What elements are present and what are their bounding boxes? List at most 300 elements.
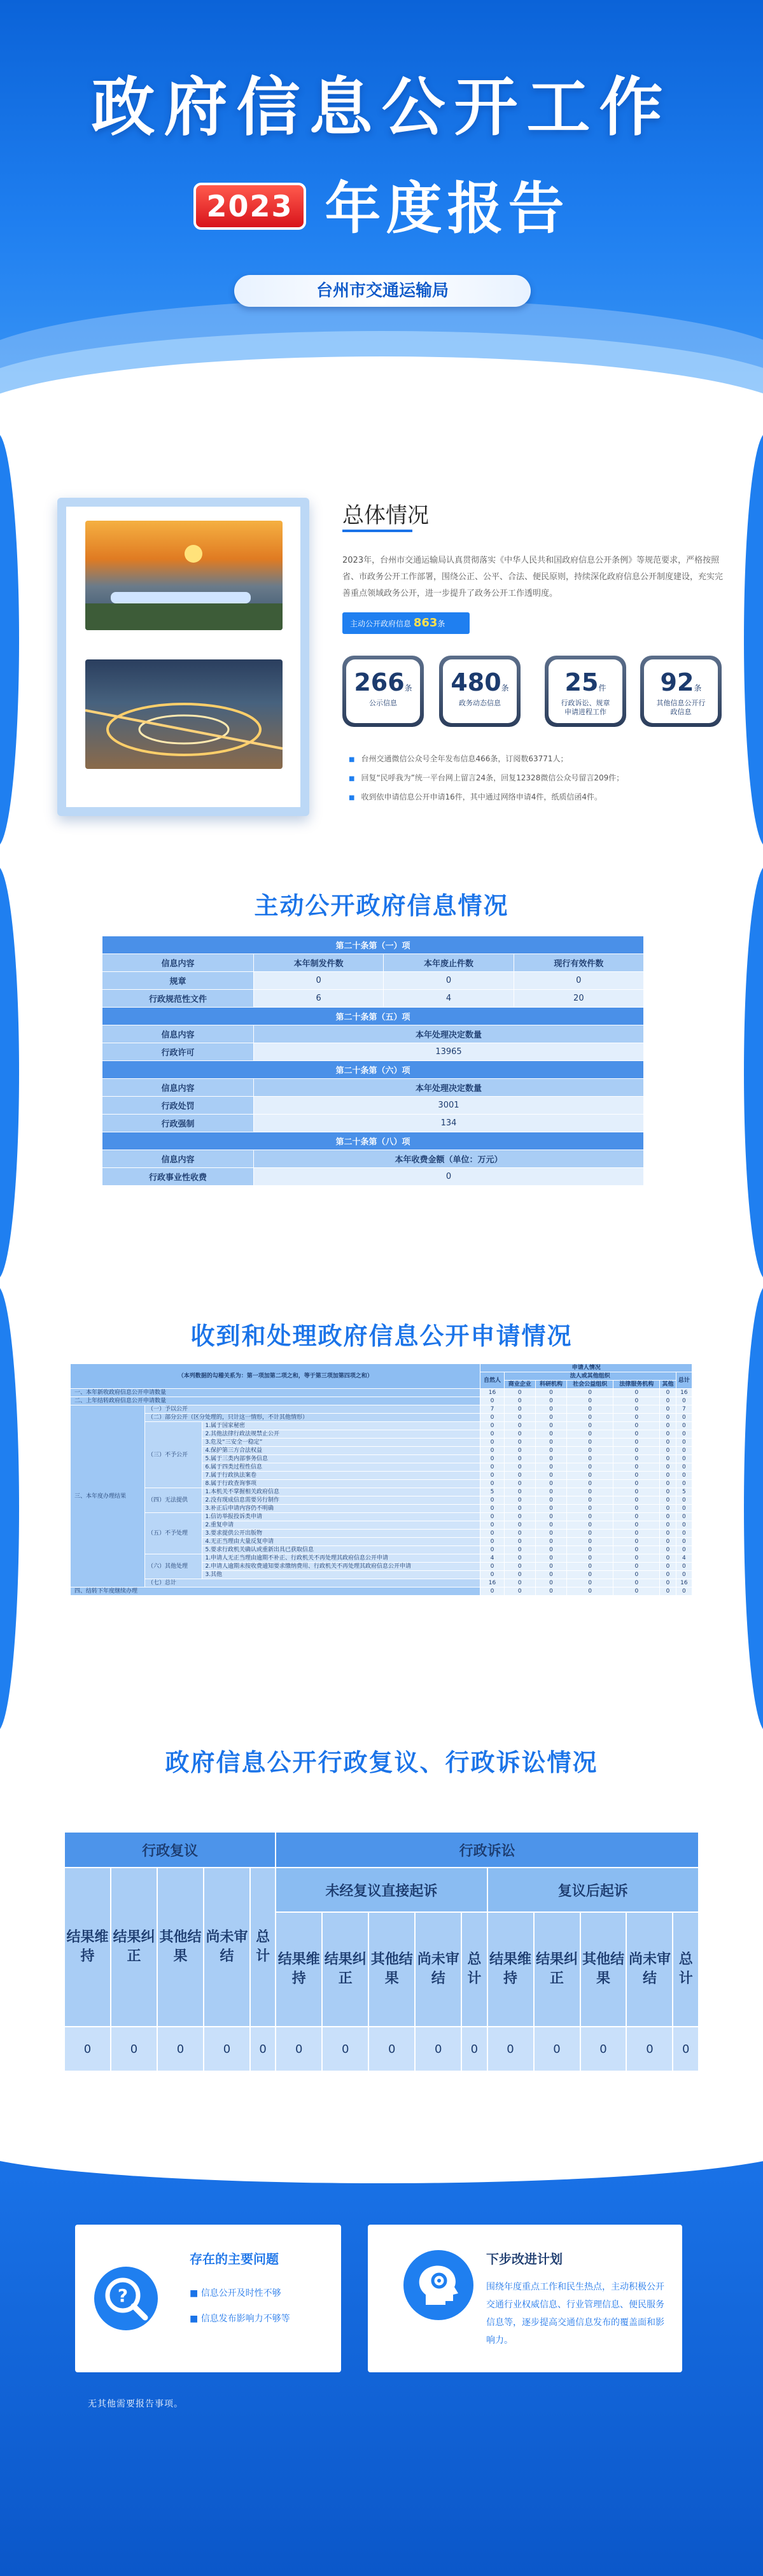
table-cell: 0 — [535, 1397, 566, 1405]
stat-unit: 条 — [404, 684, 412, 693]
table-cell: 16 — [480, 1579, 504, 1587]
table-cell: 0 — [567, 1472, 613, 1480]
review-header: 行政复议 — [64, 1832, 276, 1868]
table-row — [71, 1414, 692, 1422]
row-label: 行政强制 — [102, 1115, 254, 1132]
table-cell: 0 — [660, 1389, 676, 1397]
column-header: 自然人 — [480, 1372, 504, 1389]
table-cell: 0 — [157, 2027, 204, 2071]
column-header: 信息内容 — [102, 1150, 254, 1168]
problems-title: 存在的主要问题 — [190, 2251, 279, 2267]
table-cell: 0 — [480, 1439, 504, 1447]
table-cell: 0 — [613, 1488, 660, 1496]
table-cell: 13965 — [253, 1043, 643, 1061]
side-wave-left — [0, 433, 19, 847]
table-cell: 0 — [535, 1554, 566, 1563]
table-cell: 0 — [480, 1538, 504, 1546]
table-cell: 0 — [504, 1439, 535, 1447]
table-cell: 0 — [567, 1496, 613, 1505]
row-label: 二、上年结转政府信息公开申请数量 — [71, 1397, 480, 1405]
group-label: 三、本年度办理结果 — [71, 1405, 145, 1587]
table-cell: 0 — [660, 1405, 676, 1414]
stat-card — [342, 656, 424, 727]
row-label: 行政事业性收费 — [102, 1168, 254, 1186]
row-label: 3.危及“三安全一稳定” — [202, 1439, 480, 1447]
table-cell: 0 — [613, 1397, 660, 1405]
table-row — [71, 1405, 692, 1414]
table-cell: 0 — [613, 1389, 660, 1397]
row-label: （二）部分公开（区分处理的，只计这一情形，不计其他情形） — [145, 1414, 480, 1422]
table-row — [71, 1513, 692, 1521]
table-cell: 0 — [535, 1439, 566, 1447]
table-cell: 0 — [535, 1422, 566, 1430]
table-cell: 0 — [567, 1488, 613, 1496]
table-cell: 0 — [613, 1538, 660, 1546]
column-header: 结果纠正 — [322, 1912, 368, 2027]
table-cell: 0 — [204, 2027, 250, 2071]
table-cell: 0 — [676, 1455, 692, 1463]
table-cell: 0 — [613, 1579, 660, 1587]
table-cell: 0 — [660, 1463, 676, 1472]
stat-number: 480 — [451, 668, 501, 696]
table-cell: 0 — [676, 1447, 692, 1455]
column-header: 本年处理决定数量 — [253, 1025, 643, 1043]
table-cell: 0 — [660, 1587, 676, 1596]
table-cell: 0 — [535, 1463, 566, 1472]
row-label: 1.信访举报投诉类申请 — [202, 1513, 480, 1521]
table-cell: 20 — [514, 990, 643, 1008]
table-cell: 0 — [567, 1463, 613, 1472]
table-cell: 16 — [676, 1389, 692, 1397]
table-cell: 0 — [676, 1571, 692, 1579]
proactive-disclosure-table — [102, 936, 644, 1186]
table-cell: 0 — [660, 1430, 676, 1439]
table-cell: 0 — [504, 1538, 535, 1546]
table-cell: 0 — [480, 1505, 504, 1513]
table-block-head: 第二十条第（五）项 — [102, 1008, 644, 1025]
table-row — [71, 1587, 692, 1596]
table-cell: 0 — [514, 972, 643, 990]
table-cell: 0 — [567, 1480, 613, 1488]
section-title: 政府信息公开行政复议、行政诉讼情况 — [165, 1749, 598, 1777]
table-cell: 0 — [535, 1389, 566, 1397]
side-wave-left — [0, 1286, 19, 1731]
table-cell: 0 — [580, 2027, 627, 2071]
table-cell: 0 — [660, 1579, 676, 1587]
table-cell: 0 — [535, 1496, 566, 1505]
table-cell: 0 — [504, 1546, 535, 1554]
table-cell: 0 — [504, 1587, 535, 1596]
table-cell: 0 — [613, 1439, 660, 1447]
table-cell: 0 — [504, 1414, 535, 1422]
table-cell: 0 — [613, 1521, 660, 1530]
table-cell: 0 — [480, 1513, 504, 1521]
problem-text: 信息发布影响力不够等 — [200, 2314, 290, 2324]
table-cell: 0 — [480, 1546, 504, 1554]
plan-text: 围绕年度重点工作和民生热点，主动积极公开交通行业权威信息、行业管理信息、便民服务信息等，逐步提高交通信息发布的覆盖面和影响力。 — [486, 2282, 664, 2346]
after-review-header: 复议后起诉 — [487, 1868, 699, 1912]
table-cell: 0 — [535, 1447, 566, 1455]
table-cell: 0 — [676, 1538, 692, 1546]
row-label: 3.要求提供公开出版物 — [202, 1530, 480, 1538]
table-cell: 0 — [504, 1430, 535, 1439]
table-cell: 0 — [613, 1405, 660, 1414]
table-cell: 0 — [567, 1455, 613, 1463]
bullet-item: ■ 收到依申请信息公开申请16件，其中通过网络申请4件，纸质信函4件。 — [349, 788, 731, 807]
group-label: （四）无法提供 — [145, 1488, 202, 1513]
table-cell: 0 — [504, 1455, 535, 1463]
hero-banner — [0, 0, 763, 407]
table-cell: 0 — [535, 1505, 566, 1513]
column-header: 尚未审结 — [204, 1868, 250, 2027]
total-unit: 条 — [437, 619, 445, 628]
table-cell: 0 — [534, 2027, 580, 2071]
table-cell: 0 — [535, 1563, 566, 1571]
table-cell: 0 — [480, 1422, 504, 1430]
table-cell: 0 — [613, 1563, 660, 1571]
table-corner-note: （本列数据的勾稽关系为：第一项加第二项之和，等于第三项加第四项之和） — [71, 1364, 480, 1389]
table-cell: 0 — [504, 1472, 535, 1480]
table-cell: 0 — [660, 1439, 676, 1447]
table-block-head: 第二十条第（一）项 — [102, 936, 644, 954]
table-cell: 0 — [660, 1397, 676, 1405]
table-cell: 5 — [676, 1488, 692, 1496]
table-cell: 0 — [660, 1472, 676, 1480]
overview-title: 总体情况 — [342, 503, 429, 528]
table-cell: 0 — [535, 1513, 566, 1521]
table-cell: 0 — [613, 1571, 660, 1579]
table-cell: 16 — [480, 1389, 504, 1397]
problems-card — [75, 2225, 341, 2372]
table-cell: 0 — [487, 2027, 534, 2071]
table-cell: 16 — [676, 1579, 692, 1587]
row-label: 4.无正当理由大量反复申请 — [202, 1538, 480, 1546]
table-cell: 0 — [535, 1455, 566, 1463]
table-cell: 0 — [253, 972, 383, 990]
table-cell: 0 — [368, 2027, 415, 2071]
table-cell: 0 — [535, 1571, 566, 1579]
report-title: 政府信息公开工作 — [91, 70, 672, 144]
table-cell: 0 — [504, 1488, 535, 1496]
table-cell: 7 — [480, 1405, 504, 1414]
table-cell: 0 — [567, 1389, 613, 1397]
row-label: 2.其他法律行政法规禁止公开 — [202, 1430, 480, 1439]
stat-card — [439, 656, 521, 727]
table-cell: 0 — [613, 1496, 660, 1505]
column-header: 结果维持 — [276, 1912, 322, 2027]
table-cell: 0 — [613, 1480, 660, 1488]
table-cell: 0 — [676, 1472, 692, 1480]
column-header: 结果维持 — [64, 1868, 111, 2027]
table-cell: 0 — [384, 972, 514, 990]
table-cell: 0 — [111, 2027, 157, 2071]
table-row — [71, 1488, 692, 1496]
table-cell: 0 — [567, 1538, 613, 1546]
column-header: 社会公益组织 — [567, 1381, 613, 1389]
table-cell: 0 — [567, 1405, 613, 1414]
side-wave-left — [0, 866, 19, 1279]
table-cell: 0 — [660, 1447, 676, 1455]
table-cell: 0 — [567, 1414, 613, 1422]
table-cell: 0 — [676, 1496, 692, 1505]
table-cell: 0 — [480, 1587, 504, 1596]
stat-card — [545, 656, 626, 727]
row-label: 行政规范性文件 — [102, 990, 254, 1008]
column-header: 总计 — [250, 1868, 276, 2027]
column-header: 其他 — [660, 1381, 676, 1389]
subtitle-text: 年度报告 — [325, 176, 570, 241]
table-cell: 0 — [673, 2027, 699, 2071]
group-label: （六）其他处理 — [145, 1554, 202, 1579]
table-cell: 0 — [676, 1414, 692, 1422]
table-cell: 0 — [461, 2027, 487, 2071]
table-cell: 0 — [480, 1414, 504, 1422]
table-cell: 0 — [504, 1405, 535, 1414]
column-header: 本年制发件数 — [253, 954, 383, 972]
column-header: 本年收费金额（单位：万元） — [253, 1150, 643, 1168]
head-gear-icon — [403, 2250, 473, 2320]
plan-card — [368, 2225, 682, 2372]
table-cell: 0 — [660, 1563, 676, 1571]
column-header: 总计 — [461, 1912, 487, 2027]
table-cell: 0 — [567, 1587, 613, 1596]
row-label: 3.补正后申请内容仍不明确 — [202, 1505, 480, 1513]
column-header: 信息内容 — [102, 1079, 254, 1097]
overview-bullets — [349, 750, 731, 807]
column-header: 结果纠正 — [111, 1868, 157, 2027]
table-cell: 0 — [660, 1521, 676, 1530]
table-cell: 0 — [613, 1414, 660, 1422]
interchange-photo — [85, 659, 283, 769]
table-cell: 0 — [567, 1563, 613, 1571]
table-cell: 0 — [504, 1422, 535, 1430]
stat-unit: 件 — [598, 684, 606, 693]
table-cell: 0 — [415, 2027, 461, 2071]
table-cell: 0 — [660, 1488, 676, 1496]
table-cell: 0 — [660, 1422, 676, 1430]
table-cell: 0 — [676, 1546, 692, 1554]
table-cell: 0 — [567, 1513, 613, 1521]
row-label: 5.属于三类内部事务信息 — [202, 1455, 480, 1463]
row-label: 8.属于行政查询事项 — [202, 1480, 480, 1488]
table-cell: 0 — [322, 2027, 368, 2071]
table-cell: 0 — [253, 1168, 643, 1186]
table-cell: 0 — [64, 2027, 111, 2071]
table-cell: 0 — [676, 1563, 692, 1571]
table-cell: 0 — [504, 1554, 535, 1563]
table-cell: 0 — [676, 1439, 692, 1447]
table-cell: 0 — [535, 1521, 566, 1530]
table-cell: 0 — [535, 1488, 566, 1496]
table-cell: 0 — [660, 1571, 676, 1579]
table-cell: 0 — [613, 1422, 660, 1430]
photo-frame — [57, 498, 309, 816]
table-cell: 0 — [567, 1505, 613, 1513]
table-cell: 0 — [480, 1530, 504, 1538]
table-cell: 0 — [676, 1463, 692, 1472]
table-cell: 0 — [504, 1447, 535, 1455]
side-wave-right — [744, 1286, 763, 1731]
table-cell: 0 — [276, 2027, 322, 2071]
column-header: 商业企业 — [504, 1381, 535, 1389]
table-cell: 0 — [504, 1397, 535, 1405]
column-header: 总计 — [673, 1912, 699, 2027]
table-cell: 4 — [384, 990, 514, 1008]
plan-title: 下步改进计划 — [486, 2251, 563, 2267]
table-cell: 0 — [613, 1430, 660, 1439]
table-cell: 0 — [504, 1480, 535, 1488]
group-label: （五）不予处理 — [145, 1513, 202, 1554]
stat-label: 政务动态信息 — [459, 699, 501, 707]
table-cell: 0 — [535, 1405, 566, 1414]
table-row — [71, 1389, 692, 1397]
stat-unit: 条 — [501, 684, 509, 693]
stat-unit: 条 — [694, 684, 702, 693]
column-header: 结果纠正 — [534, 1912, 580, 2027]
column-header: 尚未审结 — [415, 1912, 461, 2027]
table-cell: 0 — [480, 1430, 504, 1439]
title-underline — [342, 530, 412, 532]
table-cell: 0 — [567, 1422, 613, 1430]
row-label: （一）予以公开 — [145, 1405, 480, 1414]
table-cell: 0 — [676, 1521, 692, 1530]
table-cell: 0 — [567, 1430, 613, 1439]
column-header: 科研机构 — [535, 1381, 566, 1389]
report-subtitle — [0, 164, 763, 244]
stat-label: 公示信息 — [369, 699, 397, 707]
row-label: 5.要求行政机关确认或重新出具已获取信息 — [202, 1546, 480, 1554]
column-header: 信息内容 — [102, 954, 254, 972]
table-cell: 0 — [480, 1397, 504, 1405]
table-cell: 0 — [504, 1530, 535, 1538]
row-label: （七）总计 — [145, 1579, 480, 1587]
table-cell: 0 — [660, 1480, 676, 1488]
litigation-header: 行政诉讼 — [276, 1832, 699, 1868]
table-cell: 0 — [567, 1571, 613, 1579]
table-cell: 0 — [567, 1397, 613, 1405]
column-header: 其他结果 — [157, 1868, 204, 2027]
problem-item: ■ 信息发布影响力不够等 — [190, 2314, 290, 2324]
table-cell: 0 — [567, 1439, 613, 1447]
table-cell: 0 — [567, 1530, 613, 1538]
section-title: 主动公开政府信息情况 — [254, 892, 509, 920]
table-cell: 0 — [613, 1530, 660, 1538]
column-header: 信息内容 — [102, 1025, 254, 1043]
table-row — [71, 1422, 692, 1430]
row-label: 1.本机关不掌握相关政府信息 — [202, 1488, 480, 1496]
table-cell: 0 — [613, 1546, 660, 1554]
table-cell: 0 — [504, 1505, 535, 1513]
table-cell: 0 — [676, 1397, 692, 1405]
table-cell: 0 — [480, 1571, 504, 1579]
table-cell: 0 — [480, 1496, 504, 1505]
table-cell: 0 — [535, 1480, 566, 1488]
table-cell: 0 — [504, 1463, 535, 1472]
table-cell: 0 — [676, 1513, 692, 1521]
table-cell: 0 — [535, 1587, 566, 1596]
table-cell: 0 — [613, 1513, 660, 1521]
row-label: 2.没有现成信息需要另行制作 — [202, 1496, 480, 1505]
table-block-head: 第二十条第（六）项 — [102, 1061, 644, 1079]
table-cell: 4 — [676, 1554, 692, 1563]
table-cell: 0 — [480, 1447, 504, 1455]
table-cell: 0 — [660, 1414, 676, 1422]
total-published-bar — [342, 612, 470, 634]
section-title: 收到和处理政府信息公开申请情况 — [190, 1322, 573, 1350]
row-label: 行政处罚 — [102, 1097, 254, 1115]
problem-text: 信息公开及时性不够 — [200, 2288, 281, 2298]
svg-text:?: ? — [117, 2285, 129, 2306]
column-header: 尚未审结 — [626, 1912, 673, 2027]
stat-label: 其他信息公开行 政信息 — [656, 699, 706, 716]
table-cell: 0 — [504, 1571, 535, 1579]
column-header: 其他结果 — [368, 1912, 415, 2027]
table-cell: 0 — [535, 1414, 566, 1422]
table-cell: 0 — [535, 1546, 566, 1554]
table-cell: 0 — [480, 1455, 504, 1463]
stat-number: 266 — [354, 668, 405, 696]
total-value: 863 — [413, 616, 438, 630]
table-cell: 0 — [480, 1463, 504, 1472]
table-cell: 0 — [676, 1587, 692, 1596]
row-label: 行政许可 — [102, 1043, 254, 1061]
table-cell: 0 — [626, 2027, 673, 2071]
table-cell: 0 — [660, 1496, 676, 1505]
problem-item: ■ 信息公开及时性不够 — [190, 2288, 281, 2298]
table-block-head: 第二十条第（八）项 — [102, 1132, 644, 1150]
table-cell: 0 — [613, 1554, 660, 1563]
row-label: 1.属于国家秘密 — [202, 1422, 480, 1430]
table-cell: 0 — [535, 1579, 566, 1587]
direct-suit-header: 未经复议直接起诉 — [276, 1868, 487, 1912]
table-cell: 4 — [480, 1554, 504, 1563]
column-header: 总计 — [676, 1372, 692, 1389]
table-cell: 0 — [480, 1472, 504, 1480]
row-label: 2.重复申请 — [202, 1521, 480, 1530]
legal-entity-header: 法人或其他组织 — [504, 1372, 676, 1381]
table-cell: 0 — [535, 1530, 566, 1538]
table-cell: 0 — [535, 1430, 566, 1439]
column-header: 本年废止件数 — [384, 954, 514, 972]
table-cell: 0 — [613, 1505, 660, 1513]
group-label: （三）不予公开 — [145, 1422, 202, 1488]
stat-label: 行政诉讼、规章 申请进程工作 — [561, 699, 610, 716]
table-cell: 0 — [676, 1530, 692, 1538]
table-cell: 0 — [676, 1480, 692, 1488]
year-badge: 2023 — [193, 183, 305, 230]
table-cell: 0 — [660, 1455, 676, 1463]
table-cell: 0 — [504, 1513, 535, 1521]
table-cell: 5 — [480, 1488, 504, 1496]
row-label: 规章 — [102, 972, 254, 990]
row-label: 四、结转下年度继续办理 — [71, 1587, 480, 1596]
table-cell: 0 — [676, 1422, 692, 1430]
column-header: 现行有效件数 — [514, 954, 643, 972]
table-cell: 0 — [613, 1447, 660, 1455]
overview-intro: 2023年，台州市交通运输局认真贯彻落实《中华人民共和国政府信息公开条例》等规范要求，严格按照省、市政务公开工作部署，围绕公正、公平、合法、便民原则，持续深化政府信息公开制度建设，充实完善重点领域政务公开，进一步提升了政务公开工作透明度。 — [342, 556, 724, 598]
table-cell: 0 — [535, 1472, 566, 1480]
table-cell: 0 — [676, 1505, 692, 1513]
table-cell: 0 — [676, 1430, 692, 1439]
table-cell: 0 — [613, 1455, 660, 1463]
review-litigation-table — [64, 1831, 699, 2072]
table-cell: 0 — [613, 1472, 660, 1480]
footer-note: 无其他需要报告事项。 — [88, 2399, 183, 2409]
table-cell: 0 — [504, 1389, 535, 1397]
application-handling-table — [70, 1363, 692, 1596]
row-label: 6.属于四类过程性信息 — [202, 1463, 480, 1472]
table-cell: 0 — [480, 1480, 504, 1488]
